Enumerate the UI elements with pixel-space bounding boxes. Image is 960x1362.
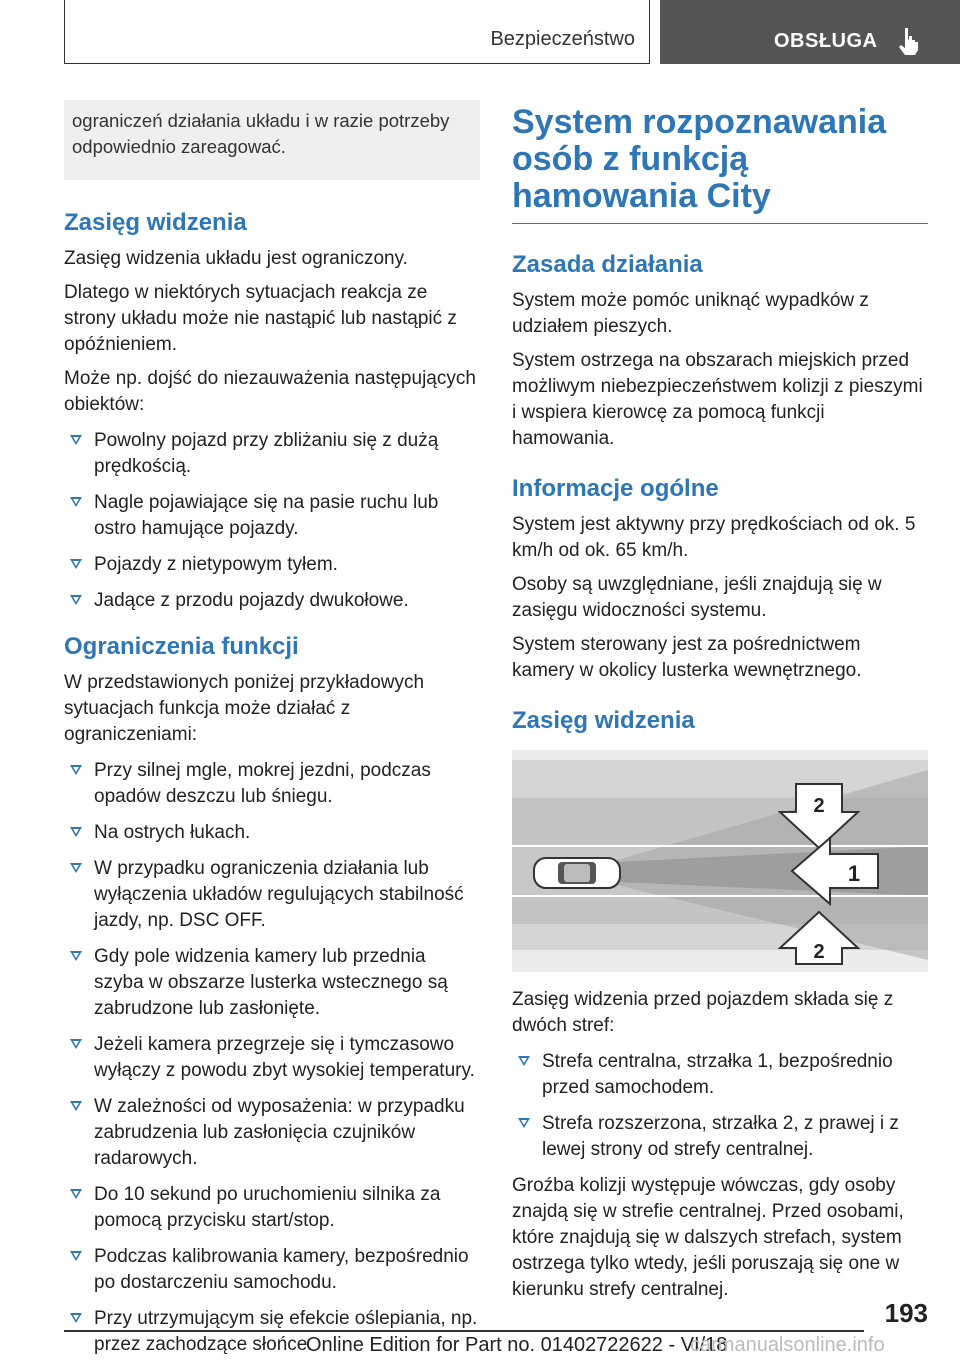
triangle-bullet-icon [70, 1189, 82, 1199]
triangle-bullet-icon [518, 1118, 530, 1128]
section-title: Bezpieczeństwo [490, 28, 635, 50]
list-item: Podczas kalibrowania kamery, bezpośrednio po dostarczeniu samochodu. [64, 1244, 480, 1296]
svg-text:2: 2 [813, 941, 825, 963]
header-chapter-box [660, 0, 960, 64]
watermark: carmanualsonline.info [690, 1334, 885, 1356]
list-item: Gdy pole widzenia kamery lub przednia szyba w obszarze lusterka wstecznego są zabrudzone lub zasłonięte. [64, 944, 480, 1022]
paragraph: Zasięg widzenia układu jest ograniczony. [64, 248, 408, 269]
triangle-bullet-icon [70, 1101, 82, 1111]
triangle-bullet-icon [70, 497, 82, 507]
bullet-list [64, 758, 480, 1358]
list-item: Pojazdy z nietypowym tyłem. [64, 552, 480, 578]
list-item: Przy silnej mgle, mokrej jezdni, podczas opadów deszczu lub śniegu. [64, 758, 480, 810]
bullet-list [512, 1049, 928, 1163]
triangle-bullet-icon [70, 595, 82, 605]
list-item: W zależności od wyposażenia: w przypadku zabrudzenia lub zasłonięcia czujników radarowych. [64, 1094, 480, 1172]
list-item: Jadące z przodu pojazdy dwukołowe. [64, 588, 480, 614]
paragraph: System może pomóc uniknąć wypadków z udziałem pieszych. [512, 290, 869, 337]
left-column [64, 100, 480, 1362]
note-text: ograniczeń działania układu i w razie potrzeby odpowiednio zareagować. [72, 110, 450, 157]
list-item: Do 10 sekund po uruchomieniu silnika za pomocą przycisku start/stop. [64, 1182, 480, 1234]
triangle-bullet-icon [70, 559, 82, 569]
header-section-box [64, 0, 650, 64]
triangle-bullet-icon [70, 1313, 82, 1323]
note-box [64, 100, 480, 180]
svg-text:2: 2 [813, 795, 825, 817]
list-item: Strefa rozszerzona, strzałka 2, z prawej i z lewej strony od strefy centralnej. [512, 1111, 928, 1163]
main-title: System rozpoznawania osób z funkcją hamowania City [512, 104, 928, 224]
list-item: Nagle pojawiające się na pasie ruchu lub ostro hamujące pojazdy. [64, 490, 480, 542]
heading-range: Zasięg widzenia [512, 707, 695, 734]
triangle-bullet-icon [70, 827, 82, 837]
list-item: Strefa centralna, strzałka 1, bezpośrednio przed samochodem. [512, 1049, 928, 1101]
triangle-bullet-icon [70, 1039, 82, 1049]
paragraph: Groźba kolizji występuje wówczas, gdy osoby znajdą się w strefie centralnej. Przed osobami, które znajdują się w dalszych strefach, system ostrzega tylko wtedy, jeśli poruszają się one w kierunku strefy centralnej. [512, 1175, 904, 1300]
svg-text:1: 1 [847, 861, 861, 886]
paragraph: Zasięg widzenia przed pojazdem składa się z dwóch stref: [512, 989, 894, 1036]
right-column [512, 104, 928, 1303]
hand-pointer-icon [896, 26, 922, 56]
paragraph: System jest aktywny przy prędkościach od ok. 5 km/h od ok. 65 km/h. [512, 514, 916, 561]
triangle-bullet-icon [518, 1056, 530, 1066]
heading-limits: Ograniczenia funkcji [64, 633, 299, 660]
page-number: 193 [884, 1298, 928, 1328]
car-icon [534, 858, 620, 888]
list-item: Powolny pojazd przy zbliżaniu się z dużą prędkością. [64, 428, 480, 480]
triangle-bullet-icon [70, 435, 82, 445]
paragraph: Osoby są uwzględniane, jeśli znajdują się w zasięgu widoczności systemu. [512, 574, 882, 621]
paragraph: W przedstawionych poniżej przykładowych sytuacjach funkcja może działać z ograniczeniami: [64, 672, 425, 745]
heading-general: Informacje ogólne [512, 475, 719, 502]
footer-divider [64, 1330, 864, 1332]
heading-principle: Zasada działania [512, 251, 703, 278]
edition-text: Online Edition for Part no. 01402722622 - VI/18 [306, 1334, 728, 1356]
triangle-bullet-icon [70, 1251, 82, 1261]
paragraph: System sterowany jest za pośrednictwem kamery w okolicy lusterka wewnętrznego. [512, 634, 862, 681]
paragraph: System ostrzega na obszarach miejskich przed możliwym niebezpieczeństwem kolizji z pieszymi i wspiera kierowcę za pomocą funkcji hamowania. [512, 350, 923, 449]
list-item: W przypadku ograniczenia działania lub wyłączenia układów regulujących stabilność jazdy, np. DSC OFF. [64, 856, 480, 934]
triangle-bullet-icon [70, 951, 82, 961]
camera-range-figure [512, 750, 928, 972]
paragraph: Może np. dojść do niezauważenia następujących obiektów: [64, 368, 476, 415]
list-item: Jeżeli kamera przegrzeje się i tymczasowo wyłączy z powodu zbyt wysokiej temperatury. [64, 1032, 480, 1084]
heading-range: Zasięg widzenia [64, 209, 247, 236]
list-item: Przy utrzymującym się efekcie oślepiania, np. przez zachodzące słońce. [64, 1306, 480, 1358]
paragraph: Dlatego w niektórych sytuacjach reakcja ze strony układu może nie nastąpić lub nastąpić z opóźnieniem. [64, 282, 457, 355]
chapter-title: OBSŁUGA [774, 30, 878, 52]
list-item: Na ostrych łukach. [64, 820, 480, 846]
triangle-bullet-icon [70, 863, 82, 873]
triangle-bullet-icon [70, 765, 82, 775]
bullet-list [64, 428, 480, 614]
